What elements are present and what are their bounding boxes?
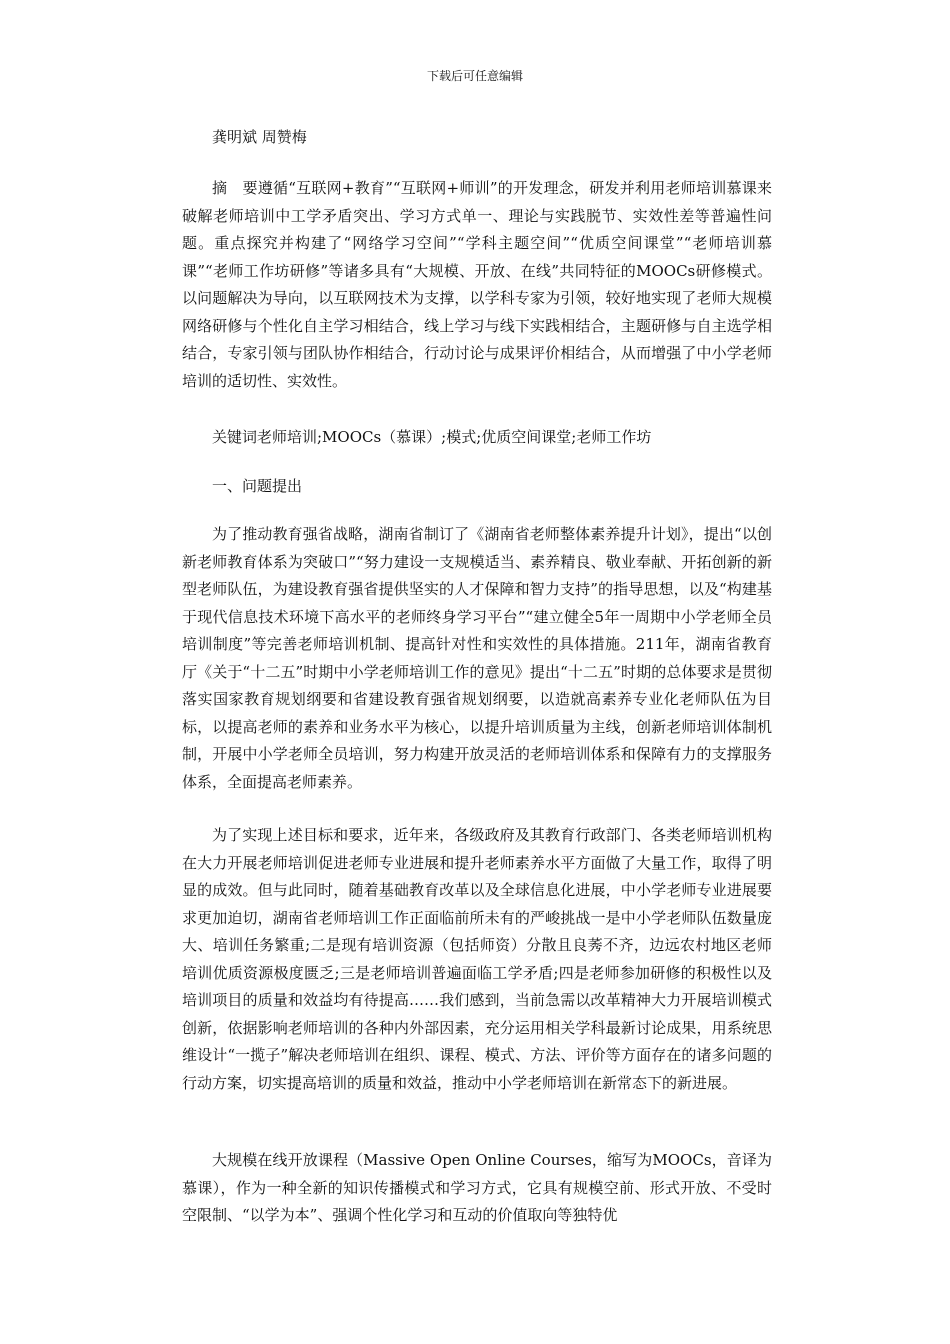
body-paragraph: 为了实现上述目标和要求，近年来，各级政府及其教育行政部门、各类老师培训机构在大力开展老师培训促进老师专业进展和提升老师素养水平方面做了大量工作，取得了明显的成效。但与此同时，随着基础教育改革以及全球信息化进展，中小学老师专业进展要求更加迫切，湖南省老师培训工作正面临前所未有的严峻挑战一是中小学老师队伍数量庞大、培训任务繁重;二是现有培训资源（包括师资）分散且良莠不齐，边远农村地区老师培训优质资源极度匮乏;三是老师培训普遍面临工学矛盾;四是老师参加研修的积极性以及培训项目的质量和效益均有待提高……我们感到，当前急需以改革精神大力开展培训模式创新，依据影响老师培训的各种内外部因素，充分运用相关学科最新讨论成果，用系统思维设计“一揽子”解决老师培训在组织、课程、模式、方法、评价等方面存在的诸多问题的行动方案，切实提高培训的质量和效益，推动中小学老师培训在新常态下的新进展。 bbox=[182, 826, 772, 1092]
abstract-block bbox=[182, 175, 772, 395]
abstract-paragraph: 摘 要遵循“互联网+教育”“互联网+师训”的开发理念，研发并利用老师培训慕课来破解老师培训中工学矛盾突出、学习方式单一、理论与实践脱节、实效性差等普遍性问题。重点探究并构建了“网络学习空间”“学科主题空间”“优质空间课堂”“老师培训慕课”“老师工作坊研修”等诸多具有“大规模、开放、在线”共同特征的MOOCs研修模式。以问题解决为导向，以互联网技术为支撑，以学科专家为引领，较好地实现了老师大规模网络研修与个性化自主学习相结合，线上学习与线下实践相结合，主题研修与自主选学相结合，专家引领与团队协作相结合，行动讨论与成果评价相结合，从而增强了中小学老师培训的适切性、实效性。 bbox=[182, 179, 772, 390]
body-paragraph: 大规模在线开放课程（Massive Open Online Courses，缩写为MOOCs，音译为慕课），作为一种全新的知识传播模式和学习方式，它具有规模空前、形式开放、不受时空限制、“以学为本”、强调个性化学习和互动的价值取向等独特优 bbox=[182, 1151, 772, 1224]
keywords-line: 关键词老师培训;MOOCs（慕课）;模式;优质空间课堂;老师工作坊 bbox=[212, 428, 652, 446]
paragraph-3-block bbox=[182, 1147, 772, 1227]
keywords-block bbox=[182, 424, 772, 452]
page-header: 下载后可任意编辑 bbox=[426, 69, 523, 83]
section-heading: 一、问题提出 bbox=[212, 477, 303, 495]
paragraph-2-block bbox=[182, 822, 772, 1097]
paragraph-1-block bbox=[182, 521, 772, 796]
author-names: 龚明斌 周赞梅 bbox=[212, 128, 307, 146]
body-paragraph: 为了推动教育强省战略，湖南省制订了《湖南省老师整体素养提升计划》，提出“以创新老师教育体系为突破口”“努力建设一支规模适当、素养精良、敬业奉献、开拓创新的新型老师队伍，为建设教育强省提供坚实的人才保障和智力支持”的指导思想，以及“构建基于现代信息技术环境下高水平的老师终身学习平台”“建立健全5年一周期中小学老师全员培训制度”等完善老师培训机制、提高针对性和实效性的具体措施。211年，湖南省教育厅《关于“十二五”时期中小学老师培训工作的意见》提出“十二五”时期的总体要求是贯彻落实国家教育规划纲要和省建设教育强省规划纲要，以造就高素养专业化老师队伍为目标，以提高老师的素养和业务水平为核心，以提升培训质量为主线，创新老师培训体制机制，开展中小学老师全员培训，努力构建开放灵活的老师培训体系和保障有力的支撑服务体系，全面提高老师素养。 bbox=[182, 525, 772, 791]
section-heading-block bbox=[182, 473, 772, 501]
authors bbox=[182, 124, 772, 152]
